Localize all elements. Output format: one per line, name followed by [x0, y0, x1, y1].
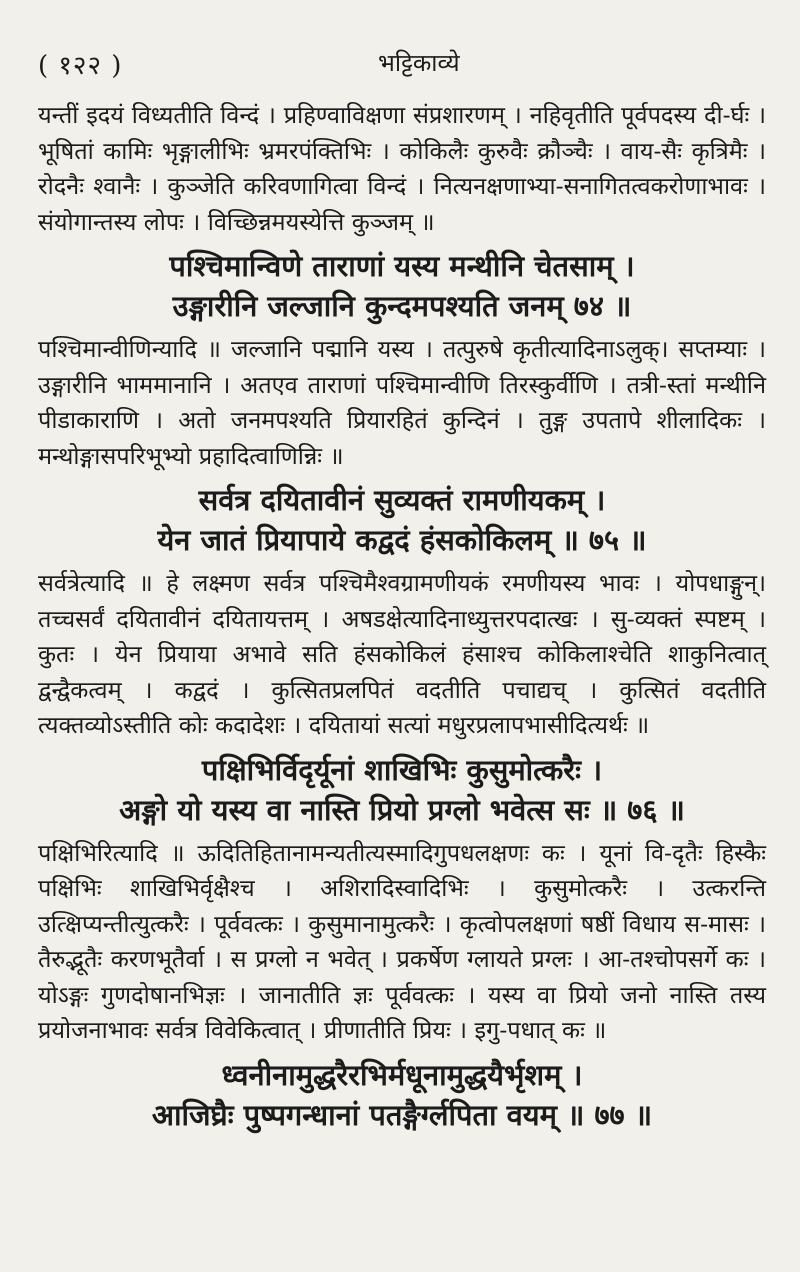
- page-number: ( १२२ ): [38, 51, 123, 81]
- verse-stanza-76: [38, 750, 766, 830]
- verse-line: ध्वनीनामुद्धरैरभिर्मधूनामुद्धयैर्भृशम् ।: [221, 1057, 583, 1092]
- verse-line: सर्वत्र दयितावीनं सुव्यक्तं रामणीयकम् ।: [198, 483, 606, 517]
- commentary-paragraph: यन्तीं इदयं विध्यतीति विन्दं । प्रहिण्वाविक्षणा संप्रशारणम् । नहिवृतीति पूर्वपदस्य दी-र्घः । भूषितां कामिः भृङ्गालीभिः भ्रमरपंक्तिभिः । कोकिलैः कुरुवैः क्रौञ्चैः । वाय-सैः कृत्रिमैः । रोदनैः श्वानैः । कुञ्जेति करिवणागित्वा विन्दं । नित्यनक्षणाभ्या-सनागितत्वकरोणाभावः । संयोगान्तस्य लोपः । विच्छिन्नमयस्येत्ति कुञ्जम् ॥: [38, 101, 766, 236]
- verse-line: उङ्गारीनि जल्जानि कुन्दमपश्यति जनम् ७४ ॥: [172, 289, 632, 323]
- commentary-paragraph: पश्चिमान्वीणिन्यादि ॥ जल्जानि पद्मानि यस्य । तत्पुरुषे कृतीत्यादिनाऽलुक्। सप्तम्याः । उङ्गारीनि भाममानानि । अतएव ताराणां पश्चिमान्वीणि तिरस्कुर्वीणि । तत्री-स्तां मन्थीनि पीडाकाराणि । अतो जनमपश्यति प्रियारहितं कुन्दिनं । तुङ्ग उपतापे शीलादिकः । मन्थोङ्गासपरिभूभ्यो प्रहादित्वाणिन्निः ॥: [38, 335, 766, 470]
- verse-line: आजिघ्रैः पुष्पगन्धानां पतङ्गैर्ग्लपिता वयम् ॥ ७७ ॥: [151, 1097, 653, 1132]
- verse-line: पक्षिभिर्विदृर्यूनां शाखिभिः कुसुमोत्करैः ।: [201, 752, 603, 787]
- verse-stanza-74: [38, 246, 766, 326]
- running-title: भट्टिकाव्ये: [378, 49, 460, 77]
- verse-stanza-77: [38, 1055, 766, 1135]
- page-header: [38, 46, 766, 98]
- commentary-paragraph: सर्वत्रेत्यादि ॥ हे लक्ष्मण सर्वत्र पश्चिमैश्वग्रामणीयकं रमणीयस्य भावः । योपधाङ्गुन्। तच्चसर्वं दयितावीनं दयितायत्तम् । अषडक्षेत्यादिनाध्युत्तरपदात्खः । सु-व्यक्तं स्पष्टम् । कुतः । येन प्रियाया अभावे सति हंसकोकिलं हंसाश्च कोकिलाश्चेति शाकुनित्वात् द्वन्द्वैकत्वम् । कद्वदं । कुत्सितप्रलपितं वदतीति पचाद्यच् । कुत्सितं वदतीति त्यक्तव्योऽस्तीति कोः कदादेशः । दयितायां सत्यां मधुरप्रलापभासीदित्यर्थः ॥: [38, 569, 766, 739]
- verse-stanza-75: [38, 480, 766, 560]
- commentary-paragraph: पक्षिभिरित्यादि ॥ ऊदितिहितानामन्यतीत्यस्मादिगुपधलक्षणः कः । यूनां वि-दृतैः हिस्कैः पक्षिभिः शाखिभिर्वृक्षैश्च । अशिरादिस्वादिभिः । कुसुमोत्करैः । उत्करन्ति उत्क्षिप्यन्तीत्युत्करैः । पूर्ववत्कः । कुसुमानामुत्करैः । कृत्वोपलक्षणां षष्ठीं विधाय स-मासः । तैरुद्भूतैः करणभूतैर्वा । स प्रग्लो न भवेत् । प्रकर्षेण ग्लायते प्रग्लः । आ-तश्चोपसर्गे कः । योऽङ्गः गुणदोषानभिज्ञः । जानातीति ज्ञः पूर्ववत्कः । यस्य वा प्रियो जनो नास्ति तस्य प्रयोजनाभावः सर्वत्र विवेकित्वात् । प्रीणातीति प्रियः । इगु-पधात् कः ॥: [38, 838, 766, 1044]
- verse-line: येन जातं प्रियापाये कद्वदं हंसकोकिलम् ॥ ७५ ॥: [157, 523, 647, 557]
- verse-line: पश्चिमान्विणे ताराणां यस्य मन्थीनि चेतसाम् ।: [169, 249, 635, 283]
- verse-line: अङ्गो यो यस्य वा नास्ति प्रियो प्रग्लो भवेत्स सः ॥ ७६ ॥: [119, 792, 685, 827]
